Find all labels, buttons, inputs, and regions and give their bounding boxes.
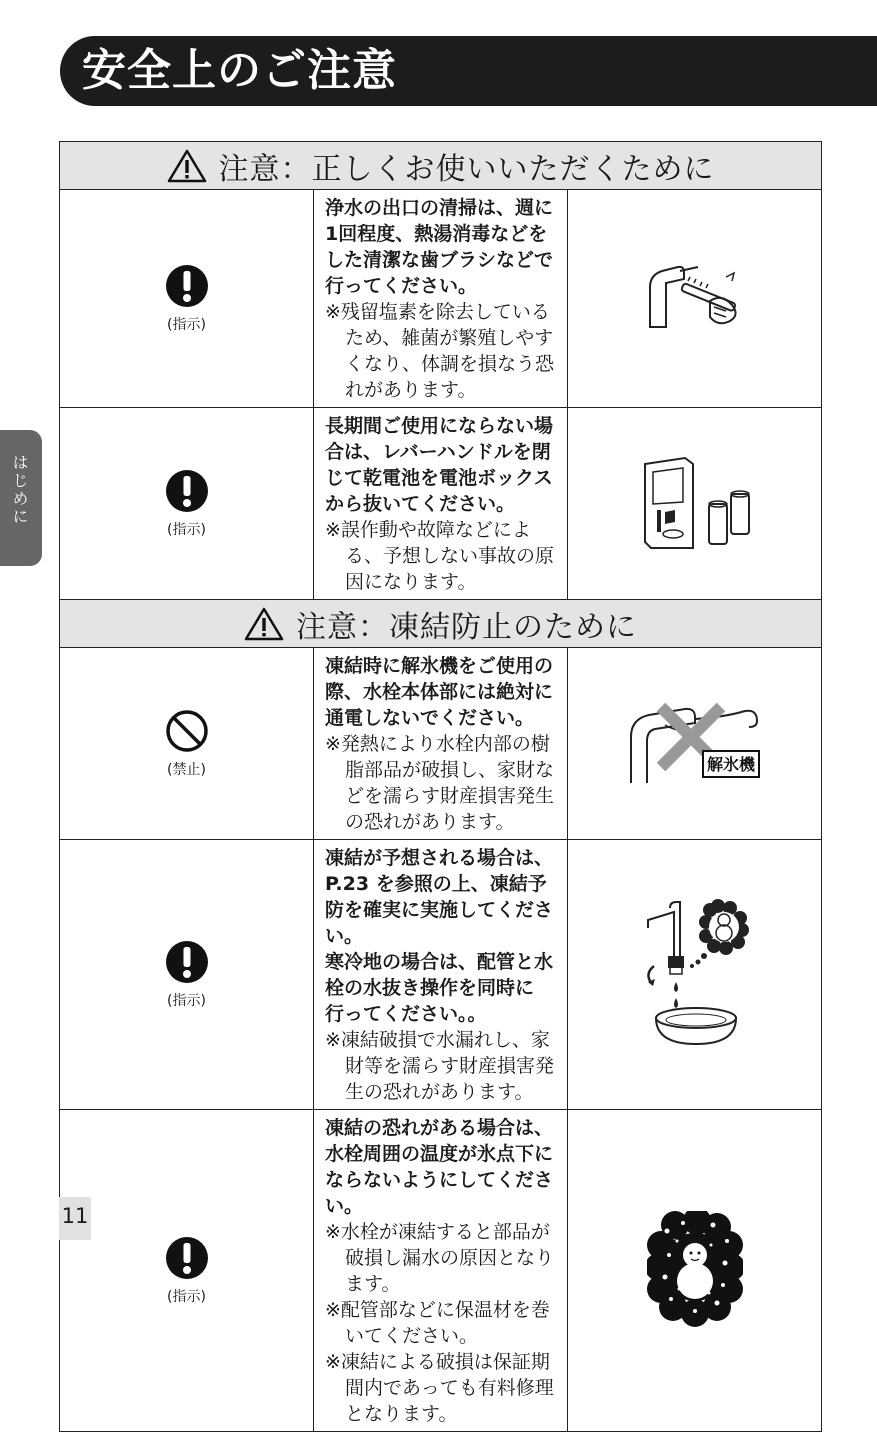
page-number: 11 xyxy=(59,1197,91,1240)
faucet-drain-illustration xyxy=(640,898,750,1048)
illustration-cell xyxy=(568,840,822,1110)
note-line: ※水栓が凍結すると部品が破損し漏水の原因となります。 xyxy=(325,1221,555,1295)
caution-text xyxy=(314,648,568,840)
instruction-line: 凍結が予想される場合は、P.23 を参照の上、凍結予 xyxy=(325,847,554,895)
caution-row xyxy=(60,190,822,408)
instruction-line: 凍結の恐れがある場合は、水栓周囲の温度が氷点下に xyxy=(325,1117,554,1165)
caution-row xyxy=(60,648,822,840)
instruction-line: した清潔な歯ブラシなどで行ってください。 xyxy=(325,249,554,297)
instruction-line: 行ってください。。 xyxy=(325,1003,487,1025)
instruction-line: ならないようにしてください。 xyxy=(325,1169,554,1217)
prohibited-icon xyxy=(165,709,209,753)
title-banner xyxy=(60,36,877,106)
note-line: ※発熱により水栓内部の樹脂部品が破損し、家財などを濡らす財産損害発生の恐れがあります。 xyxy=(325,733,555,833)
instruction-line: じて乾電池を電池ボックスから抜いてください。 xyxy=(325,467,553,515)
symbol-cell xyxy=(60,840,314,1110)
page-title: 安全上のご注意 xyxy=(82,45,397,96)
illustration-cell xyxy=(568,648,822,840)
symbol-label: (指示) xyxy=(167,1288,206,1305)
symbol-cell xyxy=(60,1110,314,1432)
symbol-cell xyxy=(60,648,314,840)
symbol-cell xyxy=(60,190,314,408)
caution-text xyxy=(314,408,568,600)
symbol-label: (指示) xyxy=(167,316,206,333)
instruction-line: 長期間ご使用にならない場合は、レバーハンドルを閉 xyxy=(325,415,554,463)
instruction-line: 凍結時に解氷機をご使用の際、水栓本体部には絶対に xyxy=(325,655,554,703)
no-thawing-machine-illustration xyxy=(625,697,765,787)
instruction-line: 寒冷地の場合は、配管と水栓の水抜き操作を同時に xyxy=(325,951,554,999)
section-heading-text: 注意：正しくお使いいただくために xyxy=(218,151,715,187)
section-heading-text: 注意：凍結防止のために xyxy=(296,609,637,645)
mandatory-icon xyxy=(165,1236,209,1280)
mandatory-icon xyxy=(165,264,209,308)
toothbrush-cleaning-faucet-illustration xyxy=(640,257,750,337)
caution-text xyxy=(314,1110,568,1432)
symbol-label: (指示) xyxy=(167,992,206,1009)
instruction-line: 防を確実に実施してください。 xyxy=(325,899,554,947)
mandatory-icon xyxy=(165,940,209,984)
illustration-cell xyxy=(568,408,822,600)
illustration-cell xyxy=(568,1110,822,1432)
note-line: ※凍結破損で水漏れし、家財等を濡らす財産損害発生の恐れがあります。 xyxy=(325,1029,555,1103)
instruction-line: 浄水の出口の清掃は、週に1回程度、熱湯消毒などを xyxy=(325,197,554,245)
note-line: ※誤作動や故障などによる、予想しない事故の原因になります。 xyxy=(325,519,555,593)
section-heading-freezing xyxy=(60,600,822,648)
thawing-machine-label: 解氷機 xyxy=(706,754,755,774)
note-line: ※残留塩素を除去しているため、雑菌が繁殖しやすくなり、体調を損なう恐れがあります。 xyxy=(325,301,555,401)
illustration-cell xyxy=(568,190,822,408)
caution-row xyxy=(60,1110,822,1432)
symbol-label: (指示) xyxy=(167,521,206,538)
caution-table xyxy=(59,141,822,1432)
symbol-cell xyxy=(60,408,314,600)
caution-text xyxy=(314,840,568,1110)
warning-triangle-icon xyxy=(244,607,284,641)
note-line: ※配管部などに保温材を巻いてください。 xyxy=(325,1299,550,1347)
symbol-label: (禁止) xyxy=(167,761,206,778)
caution-row xyxy=(60,408,822,600)
side-tab xyxy=(0,430,42,566)
mandatory-icon xyxy=(165,469,209,513)
instruction-line: 通電しないでください。 xyxy=(325,707,535,729)
warning-triangle-icon xyxy=(167,149,207,183)
battery-box-illustration xyxy=(635,452,755,552)
caution-text xyxy=(314,190,568,408)
note-line: ※凍結による破損は保証期間内であっても有料修理となります。 xyxy=(325,1351,554,1425)
section-heading-usage xyxy=(60,142,822,190)
caution-row xyxy=(60,840,822,1110)
snowman-cold-illustration xyxy=(647,1211,743,1327)
side-tab-label: はじめに xyxy=(10,454,29,526)
